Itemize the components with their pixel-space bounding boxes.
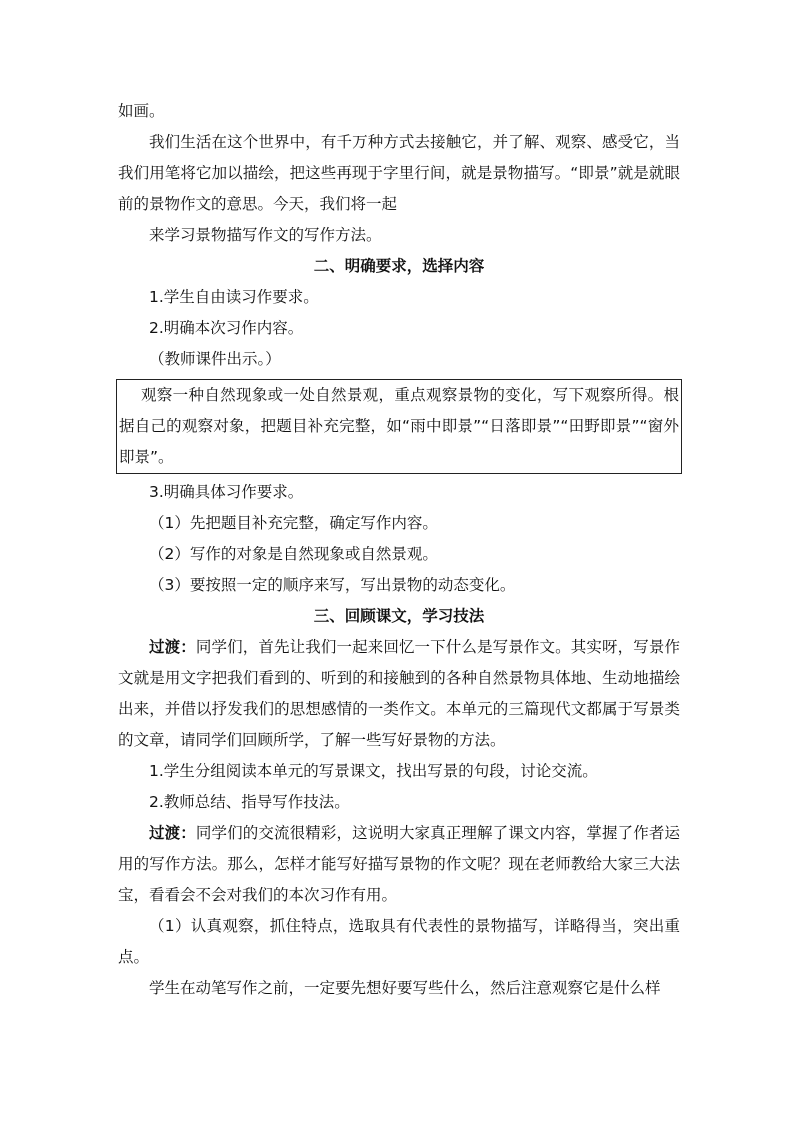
requirement-1: （1）先把题目补充完整，确定写作内容。 xyxy=(149,514,438,532)
text-line: 来学习景物描写作文的写作方法。 xyxy=(149,226,382,244)
assignment-text: 观察一种自然现象或一处自然景观，重点观察景物的变化，写下观察所得。根据自己的观察对象，把题目补充完整，如“雨中即景”“日落即景”“田野即景”“窗外即景”。 xyxy=(119,386,679,466)
text-line: 如画。 xyxy=(118,102,165,120)
paragraph-intro: 我们生活在这个世界中，有千万种方式去接触它，并了解、观察、感受它，当我们用笔将它加以描绘，把这些再现于字里行间，就是景物描写。“即景”就是就眼前的景物作文的意思。今天，我们将一起 xyxy=(118,133,680,213)
courseware-note: （教师课件出示。） xyxy=(149,350,281,368)
step-5: 2.教师总结、指导写作技法。 xyxy=(149,793,350,811)
section-heading-2: 二、明确要求，选择内容 xyxy=(313,257,485,275)
requirement-2: （2）写作的对象是自然现象或自然景观。 xyxy=(149,545,438,563)
transition-text: 同学们，首先让我们一起来回忆一下什么是写景作文。其实呀，写景作文就是用文字把我们看到的、听到的和接触到的各种自然景物具体地、生动地描绘出来，并借以抒发我们的思想感情的一类作文。本单元的三篇现代文都属于写景类的文章，请同学们回顾所学，了解一些写好景物的方法。 xyxy=(118,638,680,749)
step-1: 1.学生自由读习作要求。 xyxy=(149,288,319,306)
transition-paragraph-1 xyxy=(118,632,680,756)
transition-text: 同学们的交流很精彩，这说明大家真正理解了课文内容，掌握了作者运用的写作方法。那么，怎样才能写好描写景物的作文呢？现在老师教给大家三大法宝，看看会不会对我们的本次习作有用。 xyxy=(118,824,680,904)
document-page xyxy=(118,96,680,1004)
method-1: （1）认真观察，抓住特点，选取具有代表性的景物描写，详略得当，突出重点。 xyxy=(118,917,680,966)
assignment-box xyxy=(116,379,682,474)
requirement-3: （3）要按照一定的顺序来写，写出景物的动态变化。 xyxy=(149,576,516,594)
transition-paragraph-2 xyxy=(118,818,680,911)
section-heading-3: 三、回顾课文，学习技法 xyxy=(313,607,485,625)
step-2: 2.明确本次习作内容。 xyxy=(149,319,304,337)
step-3: 3.明确具体习作要求。 xyxy=(149,483,304,501)
transition-label: 过渡： xyxy=(149,638,196,656)
step-4: 1.学生分组阅读本单元的写景课文，找出写景的句段，讨论交流。 xyxy=(149,762,598,780)
text-line: 学生在动笔写作之前，一定要先想好要写些什么，然后注意观察它是什么样 xyxy=(149,979,661,997)
transition-label: 过渡： xyxy=(149,824,196,842)
